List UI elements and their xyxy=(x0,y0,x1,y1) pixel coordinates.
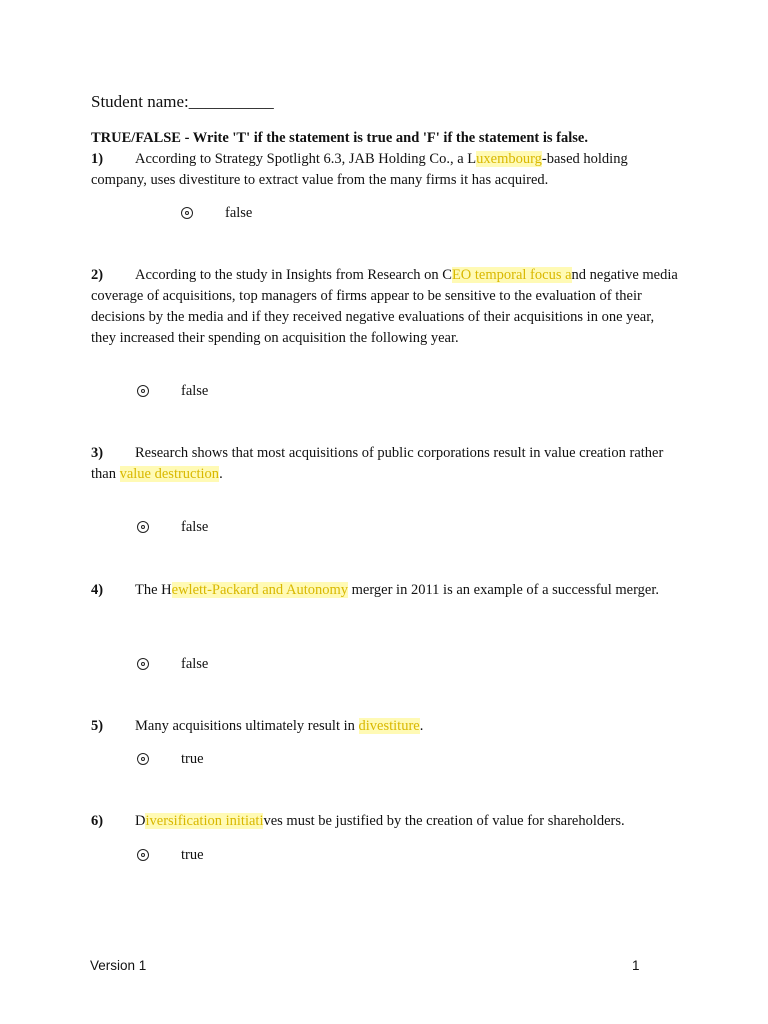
question-3 xyxy=(91,443,681,485)
question-number: 1) xyxy=(91,151,104,167)
question-number: 4) xyxy=(91,582,104,598)
question-4 xyxy=(91,580,681,601)
answer-text: false xyxy=(181,656,209,672)
question-6 xyxy=(91,811,681,832)
radio-icon xyxy=(137,658,149,670)
radio-icon xyxy=(137,753,149,765)
question-5 xyxy=(91,716,681,737)
question-number: 6) xyxy=(91,813,104,829)
highlight: uxembourg xyxy=(476,151,542,167)
highlight: iversification initiati xyxy=(145,813,264,829)
question-number: 3) xyxy=(91,445,104,461)
question-text: Many acquisitions ultimately result in divestiture. xyxy=(135,718,424,734)
answer-text: true xyxy=(181,847,204,863)
answer-text: false xyxy=(181,519,209,535)
question-number: 2) xyxy=(91,267,104,283)
highlight: ewlett-Packard and Autonomy xyxy=(171,582,349,598)
question-text: The Hewlett-Packard and Autonomy merger in 2011 is an example of a successful merger. xyxy=(135,582,660,598)
question-text: According to Strategy Spotlight 6.3, JAB Holding Co., a Luxembourg-based holding company, uses divestiture to extract value from the many firms it has acquired. xyxy=(91,151,628,188)
footer-version: Version 1 xyxy=(90,958,147,973)
instructions: TRUE/FALSE - Write 'T' if the statement is true and 'F' if the statement is false. xyxy=(91,130,588,146)
question-text: According to the study in Insights from Research on CEO temporal focus and negative media coverage of acquisitions, top managers of firms appear to be sensitive to the evaluation of their decisions by the media and if they received negative evaluations of their acquisitions in one year, they increased their spending on acquisition the following year. xyxy=(91,267,678,346)
highlight: divestiture xyxy=(358,718,420,734)
answer-text: false xyxy=(181,383,209,399)
question-1 xyxy=(91,149,681,191)
footer-page-number: 1 xyxy=(632,958,640,973)
student-name-label: Student name:__________ xyxy=(91,92,274,111)
radio-icon xyxy=(181,207,193,219)
question-text: Diversification initiatives must be justified by the creation of value for shareholders. xyxy=(135,813,625,829)
radio-icon xyxy=(137,385,149,397)
radio-icon xyxy=(137,521,149,533)
question-text: Research shows that most acquisitions of public corporations result in value creation rather than value destruction. xyxy=(91,445,664,482)
answer-text: false xyxy=(225,205,253,221)
highlight: value destruction xyxy=(119,466,220,482)
answer-text: true xyxy=(181,751,204,767)
question-2 xyxy=(91,265,681,349)
highlight: EO temporal focus a xyxy=(451,267,572,283)
radio-icon xyxy=(137,849,149,861)
question-number: 5) xyxy=(91,718,104,734)
